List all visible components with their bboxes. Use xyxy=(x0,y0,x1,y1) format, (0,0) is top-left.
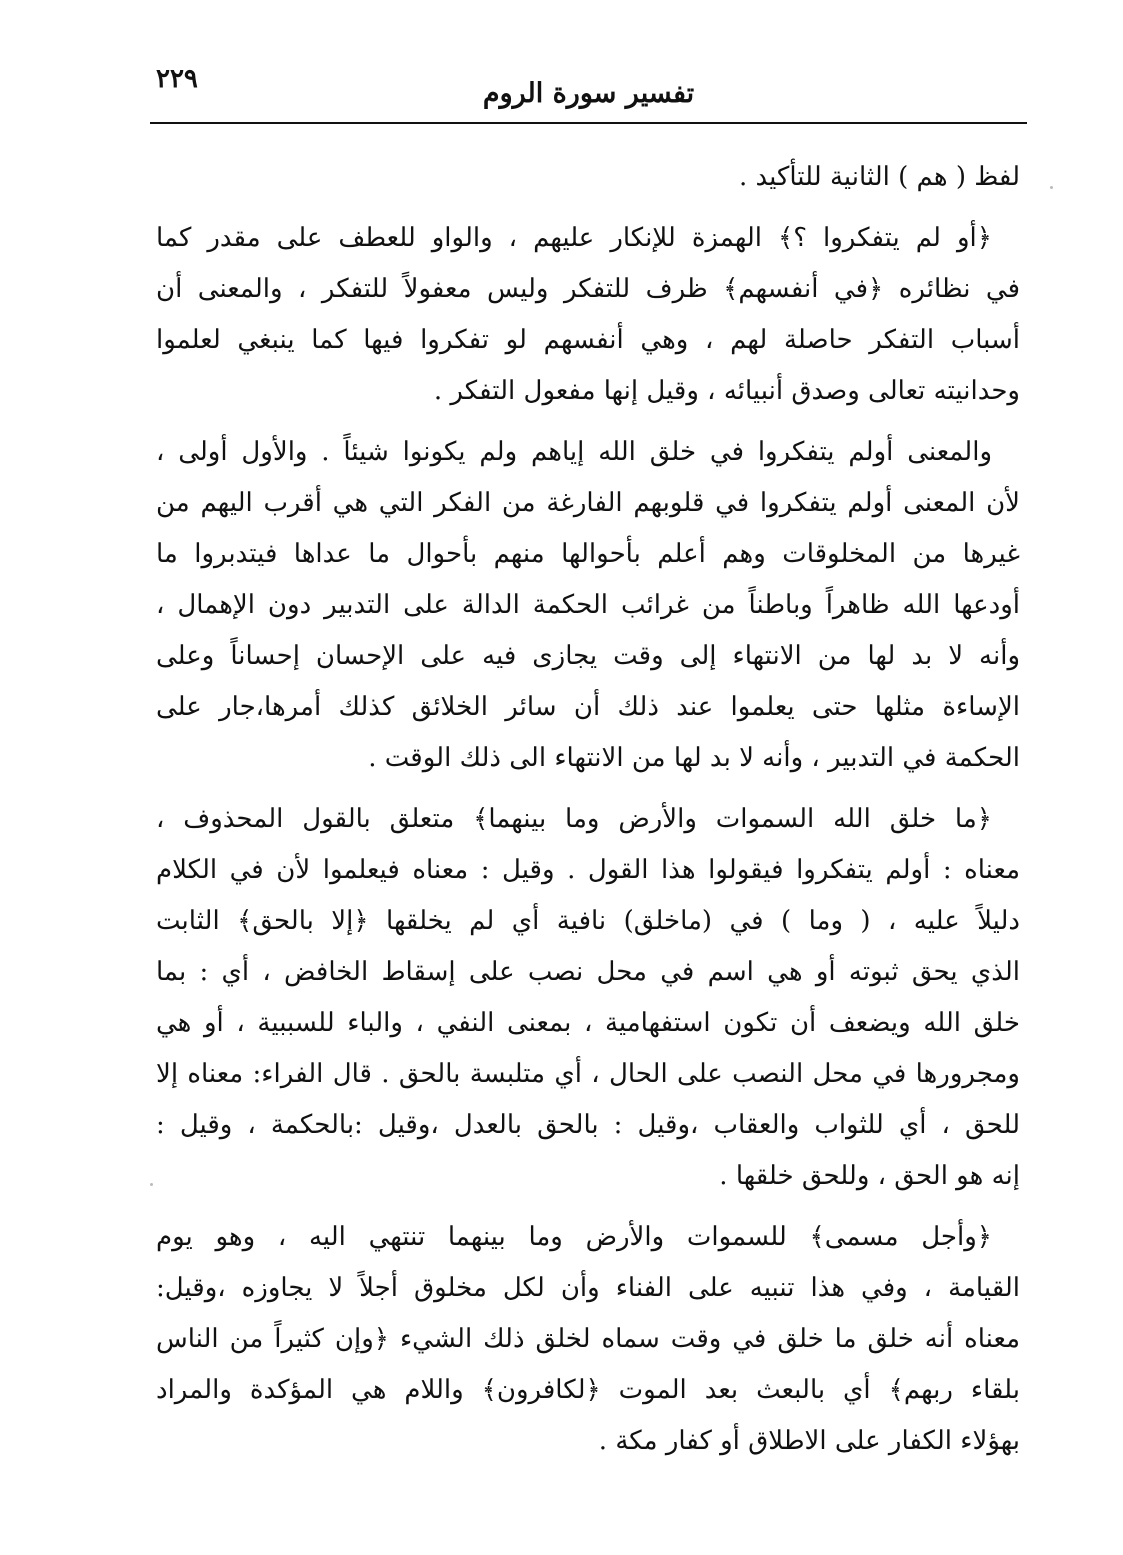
text-line: ﴿ما خلق الله السموات والأرض وما بينهما﴾ متعلق بالقول المحذوف ، xyxy=(156,804,992,834)
paragraph-gap xyxy=(156,417,1020,427)
text-line: أسباب التفكر حاصلة لهم ، وهي أنفسهم لو تفكروا فيها كما ينبغي لعلموا xyxy=(156,325,1020,355)
text-line: الإساءة مثلها حتى يعلموا عند ذلك أن سائر الخلائق كذلك أمرها،جار على xyxy=(156,692,1020,722)
text-line: وأنه لا بد لها من الانتهاء إلى وقت يجازى فيه على الإحسان إحساناً وعلى xyxy=(156,641,1020,671)
running-title: تفسير سورة الروم xyxy=(482,78,695,109)
text-line: معناه : أولم يتفكروا فيقولوا هذا القول . وقيل : معناه فيعلموا لأن في الكلام xyxy=(156,855,1020,885)
text-line: بهؤلاء الكفار على الاطلاق أو كفار مكة . xyxy=(598,1426,1020,1456)
text-line: في نظائره ﴿في أنفسهم﴾ ظرف للتفكر وليس معفولاً للتفكر ، والمعنى أن xyxy=(156,274,1020,304)
paragraph-gap xyxy=(156,203,1020,213)
text-line: معناه أنه خلق ما خلق في وقت سماه لخلق ذلك الشيء ﴿وإن كثيراً من الناس xyxy=(156,1324,1020,1354)
text-line: خلق الله ويضعف أن تكون استفهامية ، بمعنى النفي ، والباء للسببية ، أو هي xyxy=(156,1008,1020,1038)
text-line: وحدانيته تعالى وصدق أنبيائه ، وقيل إنها مفعول التفكر . xyxy=(433,376,1020,406)
header-rule xyxy=(150,122,1027,124)
scan-speck xyxy=(150,1183,153,1186)
paragraph xyxy=(156,427,1020,784)
text-line: لأن المعنى أولم يتفكروا في قلوبهم الفارغة من الفكر التي هي أقرب اليهم من xyxy=(156,488,1020,518)
text-line: ومجرورها في محل النصب على الحال ، أي متلبسة بالحق . قال الفراء: معناه إلا xyxy=(156,1059,1020,1089)
text-line: أودعها الله ظاهراً وباطناً من غرائب الحكمة الدالة على التدبير دون الإهمال ، xyxy=(156,590,1020,620)
paragraph xyxy=(156,1212,1020,1467)
text-line: ﴿أو لم يتفكروا ؟﴾ الهمزة للإنكار عليهم ، والواو للعطف على مقدر كما xyxy=(156,223,992,253)
text-line: للحق ، أي للثواب والعقاب ،وقيل : بالحق بالعدل ،وقيل :بالحكمة ، وقيل : xyxy=(156,1110,1020,1140)
page-body xyxy=(156,152,1020,1467)
text-line: ﴿وأجل مسمى﴾ للسموات والأرض وما بينهما تنتهي اليه ، وهو يوم xyxy=(156,1222,992,1252)
text-line: والمعنى أولم يتفكروا في خلق الله إياهم ولم يكونوا شيئاً . والأول أولى ، xyxy=(156,437,992,467)
text-line: لفظ ( هم ) الثانية للتأكيد . xyxy=(738,162,1020,192)
paragraph xyxy=(156,213,1020,417)
scan-speck xyxy=(1050,186,1053,189)
text-line: دليلاً عليه ، ( وما ) في (ماخلق) نافية أي لم يخلقها ﴿إلا بالحق﴾ الثابت xyxy=(156,906,1020,936)
text-line: غيرها من المخلوقات وهم أعلم بأحوالها منهم بأحوال ما عداها فيتدبروا ما xyxy=(156,539,1020,569)
paragraph-gap xyxy=(156,1202,1020,1212)
text-line: القيامة ، وفي هذا تنبيه على الفناء وأن لكل مخلوق أجلاً لا يجاوزه ،وقيل: xyxy=(156,1273,1020,1303)
paragraph xyxy=(156,152,1020,203)
paragraph-gap xyxy=(156,784,1020,794)
text-line: الحكمة في التدبير ، وأنه لا بد لها من الانتهاء الى ذلك الوقت . xyxy=(368,743,1020,773)
page-number: ٢٢٩ xyxy=(156,64,198,94)
page-header xyxy=(150,62,1027,118)
paragraph xyxy=(156,794,1020,1202)
text-line: بلقاء ربهم﴾ أي بالبعث بعد الموت ﴿لكافرون﴾ واللام هي المؤكدة والمراد xyxy=(156,1375,1020,1405)
text-line: الذي يحق ثبوته أو هي اسم في محل نصب على إسقاط الخافض ، أي : بما xyxy=(156,957,1020,987)
text-line: إنه هو الحق ، وللحق خلقها . xyxy=(719,1161,1020,1191)
